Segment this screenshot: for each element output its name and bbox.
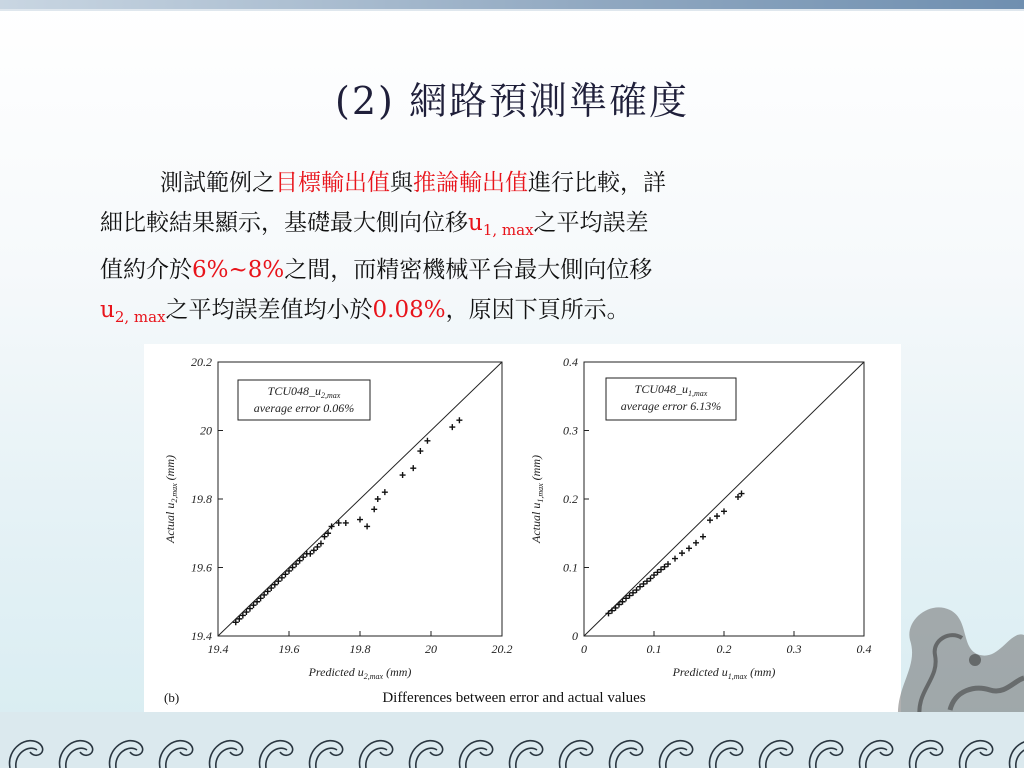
x-tick-label: 20: [425, 642, 437, 656]
symbol-u: u: [100, 297, 115, 323]
data-point-marker: [247, 606, 253, 612]
data-point-marker: [322, 534, 328, 540]
para-symbol-u2: [100, 297, 166, 326]
x-tick-label: 0.4: [856, 642, 872, 656]
x-tick-label: 0.1: [646, 642, 662, 656]
data-point-marker: [236, 616, 242, 622]
symbol-subscript: 1, max: [482, 221, 534, 239]
data-point-marker: [258, 595, 264, 601]
data-point-marker: [707, 517, 713, 523]
y-axis-label-unit: (mm): [163, 455, 177, 484]
data-point-marker: [672, 556, 678, 562]
data-point-marker: [275, 578, 281, 584]
x-tick-label: 19.4: [207, 642, 229, 656]
data-point-marker: [400, 472, 406, 478]
data-point-marker: [686, 545, 692, 551]
data-point-marker: [261, 592, 267, 598]
figure-caption: Differences between error and actual values: [382, 690, 646, 706]
para-text: ，原因下頁所示。: [445, 297, 630, 323]
para-line-3: [100, 250, 930, 290]
legend-average-error: average error 0.06%: [253, 401, 355, 415]
slide-title: (2) 網路預測準確度: [335, 79, 689, 123]
legend-series-text: TCU048_u: [634, 382, 689, 396]
data-point-marker: [735, 494, 741, 500]
para-line-1: [100, 163, 930, 203]
x-axis-label-text: Predicted u: [672, 665, 728, 679]
para-text: 細比較結果顯示，基礎最大側向位移: [100, 210, 468, 236]
para-highlight-error: 0.08%: [372, 297, 446, 323]
data-point-marker: [282, 571, 288, 577]
y-tick-label: 20.2: [191, 355, 212, 369]
y-axis-label-unit: (mm): [529, 455, 543, 484]
data-point-marker: [318, 541, 324, 547]
figure-panel: [144, 344, 901, 713]
data-point-marker: [251, 602, 257, 608]
data-point-marker: [336, 520, 342, 526]
para-text: 測試範例之: [160, 170, 275, 196]
legend-average-error: average error 6.13%: [620, 399, 722, 413]
y-tick-label: 0: [572, 629, 578, 643]
data-point-marker: [297, 558, 303, 564]
y-tick-label: 19.4: [191, 629, 212, 643]
para-highlight-target: 目標輸出值: [275, 170, 390, 196]
x-tick-label: 0.3: [786, 642, 802, 656]
para-text: 之間，而精密機械平台最大側向位移: [284, 257, 653, 283]
data-point-marker: [364, 523, 370, 529]
data-point-marker: [254, 599, 260, 605]
para-highlight-inference: 推論輸出值: [413, 170, 528, 196]
para-text: 之平均誤差: [533, 210, 649, 236]
data-point-marker: [382, 489, 388, 495]
data-point-marker: [739, 491, 745, 497]
data-point-marker: [286, 568, 292, 574]
x-axis-label-unit: (mm): [747, 665, 776, 679]
data-point-marker: [679, 550, 685, 556]
scatter-plot-2: [529, 355, 872, 681]
data-point-marker: [233, 619, 239, 625]
data-point-marker: [311, 547, 317, 553]
data-point-marker: [449, 424, 455, 430]
y-tick-label: 0.4: [563, 355, 578, 369]
x-axis-label-text: Predicted u: [308, 665, 364, 679]
data-point-marker: [456, 417, 462, 423]
scatter-plot-1: [163, 355, 513, 681]
scatter-figure: [144, 344, 901, 713]
data-point-marker: [721, 508, 727, 514]
data-point-marker: [300, 554, 306, 560]
y-tick-label: 0.2: [563, 492, 578, 506]
para-text: 值約介於: [100, 257, 192, 283]
data-point-marker: [325, 530, 331, 536]
para-line-4: [100, 290, 930, 337]
symbol-subscript: 2, max: [114, 308, 166, 326]
data-point-marker: [693, 540, 699, 546]
data-point-marker: [371, 506, 377, 512]
x-tick-label: 0.2: [716, 642, 732, 656]
symbol-u: u: [468, 210, 483, 236]
y-axis-label: [529, 455, 545, 544]
para-line-2: [100, 203, 930, 250]
data-point-marker: [375, 496, 381, 502]
x-tick-label: 19.6: [278, 642, 300, 656]
para-text: 進行比較，詳: [528, 170, 666, 196]
y-tick-label: 20: [200, 423, 212, 438]
data-point-marker: [417, 448, 423, 454]
para-text: 之平均誤差值均小於: [165, 297, 373, 323]
y-tick-label: 0.1: [563, 560, 578, 575]
para-text: 與: [390, 170, 413, 196]
x-axis-label-subscript: 1,max: [727, 672, 748, 681]
top-decor-line: [0, 9, 1024, 11]
data-point-marker: [272, 582, 278, 588]
legend-series-text: TCU048_u: [267, 384, 322, 398]
data-point-marker: [268, 585, 274, 591]
data-point-marker: [307, 551, 313, 557]
data-point-marker: [279, 575, 285, 581]
y-axis-label-subscript: 1,max: [536, 483, 545, 503]
y-axis-label-text: Actual u: [529, 502, 543, 543]
data-point-marker: [243, 609, 249, 615]
x-axis-label: [308, 665, 412, 681]
para-highlight-range: 6%~8%: [192, 257, 285, 283]
data-point-marker: [714, 513, 720, 519]
top-decor-bar: [0, 0, 1024, 9]
x-axis-label: [672, 665, 776, 681]
legend-series-subscript: 1,max: [688, 389, 708, 398]
x-tick-label: 19.8: [349, 642, 371, 656]
data-point-marker: [240, 612, 246, 618]
data-point-marker: [293, 561, 299, 567]
x-tick-label: 20.2: [491, 642, 513, 656]
data-point-marker: [265, 588, 271, 594]
data-point-marker: [343, 520, 349, 526]
data-point-marker: [424, 438, 430, 444]
y-axis-label-subscript: 2,max: [170, 483, 179, 503]
legend-series-subscript: 2,max: [321, 391, 341, 400]
panel-label: (b): [164, 690, 180, 705]
y-axis-label: [163, 455, 179, 544]
data-point-marker: [410, 465, 416, 471]
y-tick-label: 19.6: [191, 560, 212, 575]
y-axis-label-text: Actual u: [163, 502, 177, 543]
slide-paragraph: [100, 163, 930, 337]
x-tick-label: 0: [581, 642, 587, 656]
x-axis-label-unit: (mm): [383, 665, 412, 679]
data-point-marker: [290, 565, 296, 571]
data-point-marker: [700, 534, 706, 540]
wave-border-decoration: [0, 712, 1024, 768]
data-point-marker: [314, 544, 320, 550]
y-tick-label: 0.3: [563, 423, 578, 438]
y-tick-label: 19.8: [191, 492, 212, 506]
para-symbol-u1: [468, 210, 534, 239]
x-axis-label-subscript: 2,max: [363, 672, 384, 681]
data-point-marker: [357, 517, 363, 523]
